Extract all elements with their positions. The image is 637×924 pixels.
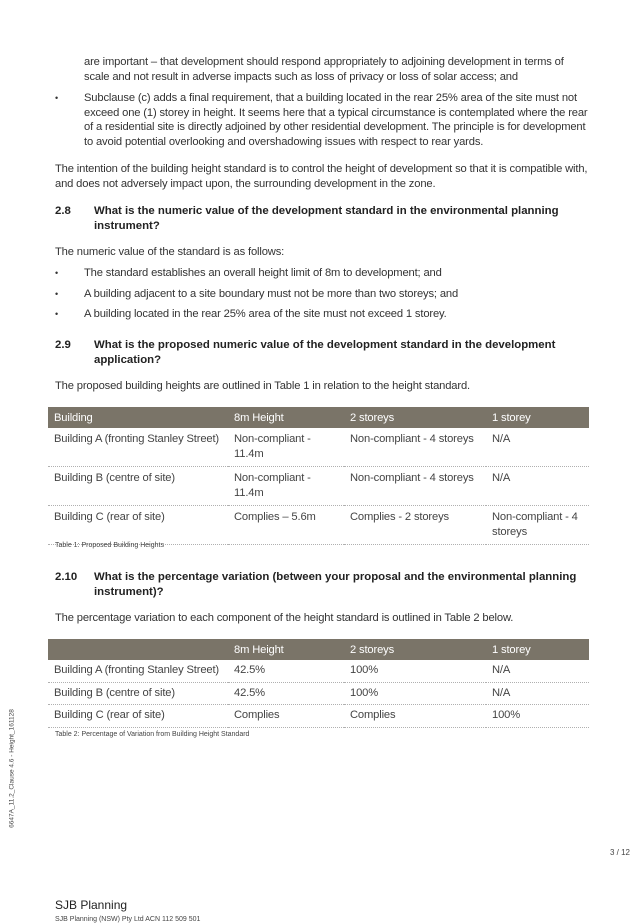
table-header-cell: 1 storey bbox=[486, 407, 589, 428]
table-cell: 42.5% bbox=[228, 660, 344, 682]
document-reference-label: 6647A_11.2_Clause 4.6 - Height_161128 bbox=[8, 709, 16, 828]
section-title: What is the proposed numeric value of the development standard in the development application? bbox=[94, 339, 556, 366]
section-heading-2-10 bbox=[55, 570, 595, 599]
bullet-dot: • bbox=[55, 93, 59, 103]
section-number: 2.9 bbox=[55, 339, 71, 351]
table-header-cell: Building bbox=[48, 407, 228, 428]
table-cell: Non-compliant - 4 storeys bbox=[486, 506, 589, 545]
section-title: What is the percentage variation (between your proposal and the environmental planning instrument)? bbox=[94, 571, 577, 598]
table-cell: Building A (fronting Stanley Street) bbox=[48, 660, 228, 682]
bullet-text: The standard establishes an overall height limit of 8m to development; and bbox=[84, 267, 442, 279]
bullet-item bbox=[55, 266, 595, 281]
table-cell: Complies – 5.6m bbox=[228, 506, 344, 545]
section-heading-2-9 bbox=[55, 338, 595, 367]
section-number: 2.10 bbox=[55, 571, 78, 583]
table-header-row bbox=[48, 639, 589, 660]
bullet-item bbox=[55, 307, 595, 322]
table-header-cell bbox=[48, 639, 228, 660]
table-row bbox=[48, 705, 589, 728]
footer-legal-text: SJB Planning (NSW) Pty Ltd ACN 112 509 501 bbox=[55, 916, 201, 923]
table-cell: N/A bbox=[486, 660, 589, 682]
section-heading-2-8 bbox=[55, 204, 595, 233]
continuation-text: are important – that development should respond appropriately to adjoining development in terms of scale and not result in adverse impacts such as loss of privacy or loss of solar access; and bbox=[84, 56, 564, 83]
table-header-cell: 2 storeys bbox=[344, 639, 486, 660]
bullet-item bbox=[55, 91, 595, 149]
bullet-dot: • bbox=[55, 289, 59, 299]
table-cell: N/A bbox=[486, 428, 589, 467]
table-cell: Building B (centre of site) bbox=[48, 682, 228, 705]
table-header-cell: 2 storeys bbox=[344, 407, 486, 428]
numeric-intro: The numeric value of the standard is as follows: bbox=[55, 246, 285, 258]
table-header-cell: 8m Height bbox=[228, 407, 344, 428]
table-cell: Non-compliant - 11.4m bbox=[228, 428, 344, 467]
bullet-text: A building located in the rear 25% area of the site must not exceed 1 storey. bbox=[84, 308, 447, 320]
table-header-cell: 1 storey bbox=[486, 639, 589, 660]
table-cell: 42.5% bbox=[228, 682, 344, 705]
table-cell: N/A bbox=[486, 467, 589, 506]
proposed-intro: The proposed building heights are outlined in Table 1 in relation to the height standard. bbox=[55, 380, 470, 392]
bullet-dot: • bbox=[55, 268, 59, 278]
table-caption: Table 1: Proposed Building Heights bbox=[55, 542, 164, 549]
bullet-item bbox=[55, 287, 595, 302]
variation-intro: The percentage variation to each component of the height standard is outlined in Table 2 below. bbox=[55, 612, 514, 624]
table-cell: Complies bbox=[344, 705, 486, 728]
table-header-row bbox=[48, 407, 589, 428]
table-caption: Table 2: Percentage of Variation from Building Height Standard bbox=[55, 731, 250, 738]
table-cell: 100% bbox=[344, 660, 486, 682]
table-row bbox=[48, 682, 589, 705]
table-row bbox=[48, 660, 589, 682]
proposed-heights-table bbox=[48, 407, 589, 545]
intention-paragraph: The intention of the building height standard is to control the height of development so that it is compatible with, and does not adversely impact upon, the surrounding development in the zone. bbox=[55, 163, 588, 190]
table-cell: Complies - 2 storeys bbox=[344, 506, 486, 545]
table-cell: Building B (centre of site) bbox=[48, 467, 228, 506]
table-cell: Non-compliant - 4 storeys bbox=[344, 428, 486, 467]
table-row bbox=[48, 506, 589, 545]
table-cell: Complies bbox=[228, 705, 344, 728]
table-cell: Building C (rear of site) bbox=[48, 506, 228, 545]
table-cell: 100% bbox=[486, 705, 589, 728]
table-cell: Building A (fronting Stanley Street) bbox=[48, 428, 228, 467]
section-number: 2.8 bbox=[55, 205, 71, 217]
table-row bbox=[48, 428, 589, 467]
section-title: What is the numeric value of the development standard in the environmental planning instrument? bbox=[94, 205, 559, 232]
table-cell: N/A bbox=[486, 682, 589, 705]
variation-table bbox=[48, 639, 589, 728]
table-cell: Non-compliant - 4 storeys bbox=[344, 467, 486, 506]
table-header-cell: 8m Height bbox=[228, 639, 344, 660]
bullet-text: Subclause (c) adds a final requirement, that a building located in the rear 25% area of the site must not exceed one (1) storey in height. It seems here that a typical circumstance is contemplated where the rear of a residential site is directly adjoined by other residential development. The principle is for development to avoid potential overlooking and overshadowing issues with respect to rear yards. bbox=[84, 92, 588, 148]
page-number: 3 / 12 bbox=[609, 848, 630, 857]
table-row bbox=[48, 467, 589, 506]
table-cell: Building C (rear of site) bbox=[48, 705, 228, 728]
bullet-dot: • bbox=[55, 309, 59, 319]
table-cell: 100% bbox=[344, 682, 486, 705]
bullet-text: A building adjacent to a site boundary must not be more than two storeys; and bbox=[84, 288, 459, 300]
footer-company-name: SJB Planning bbox=[55, 898, 128, 912]
table-cell: Non-compliant - 11.4m bbox=[228, 467, 344, 506]
